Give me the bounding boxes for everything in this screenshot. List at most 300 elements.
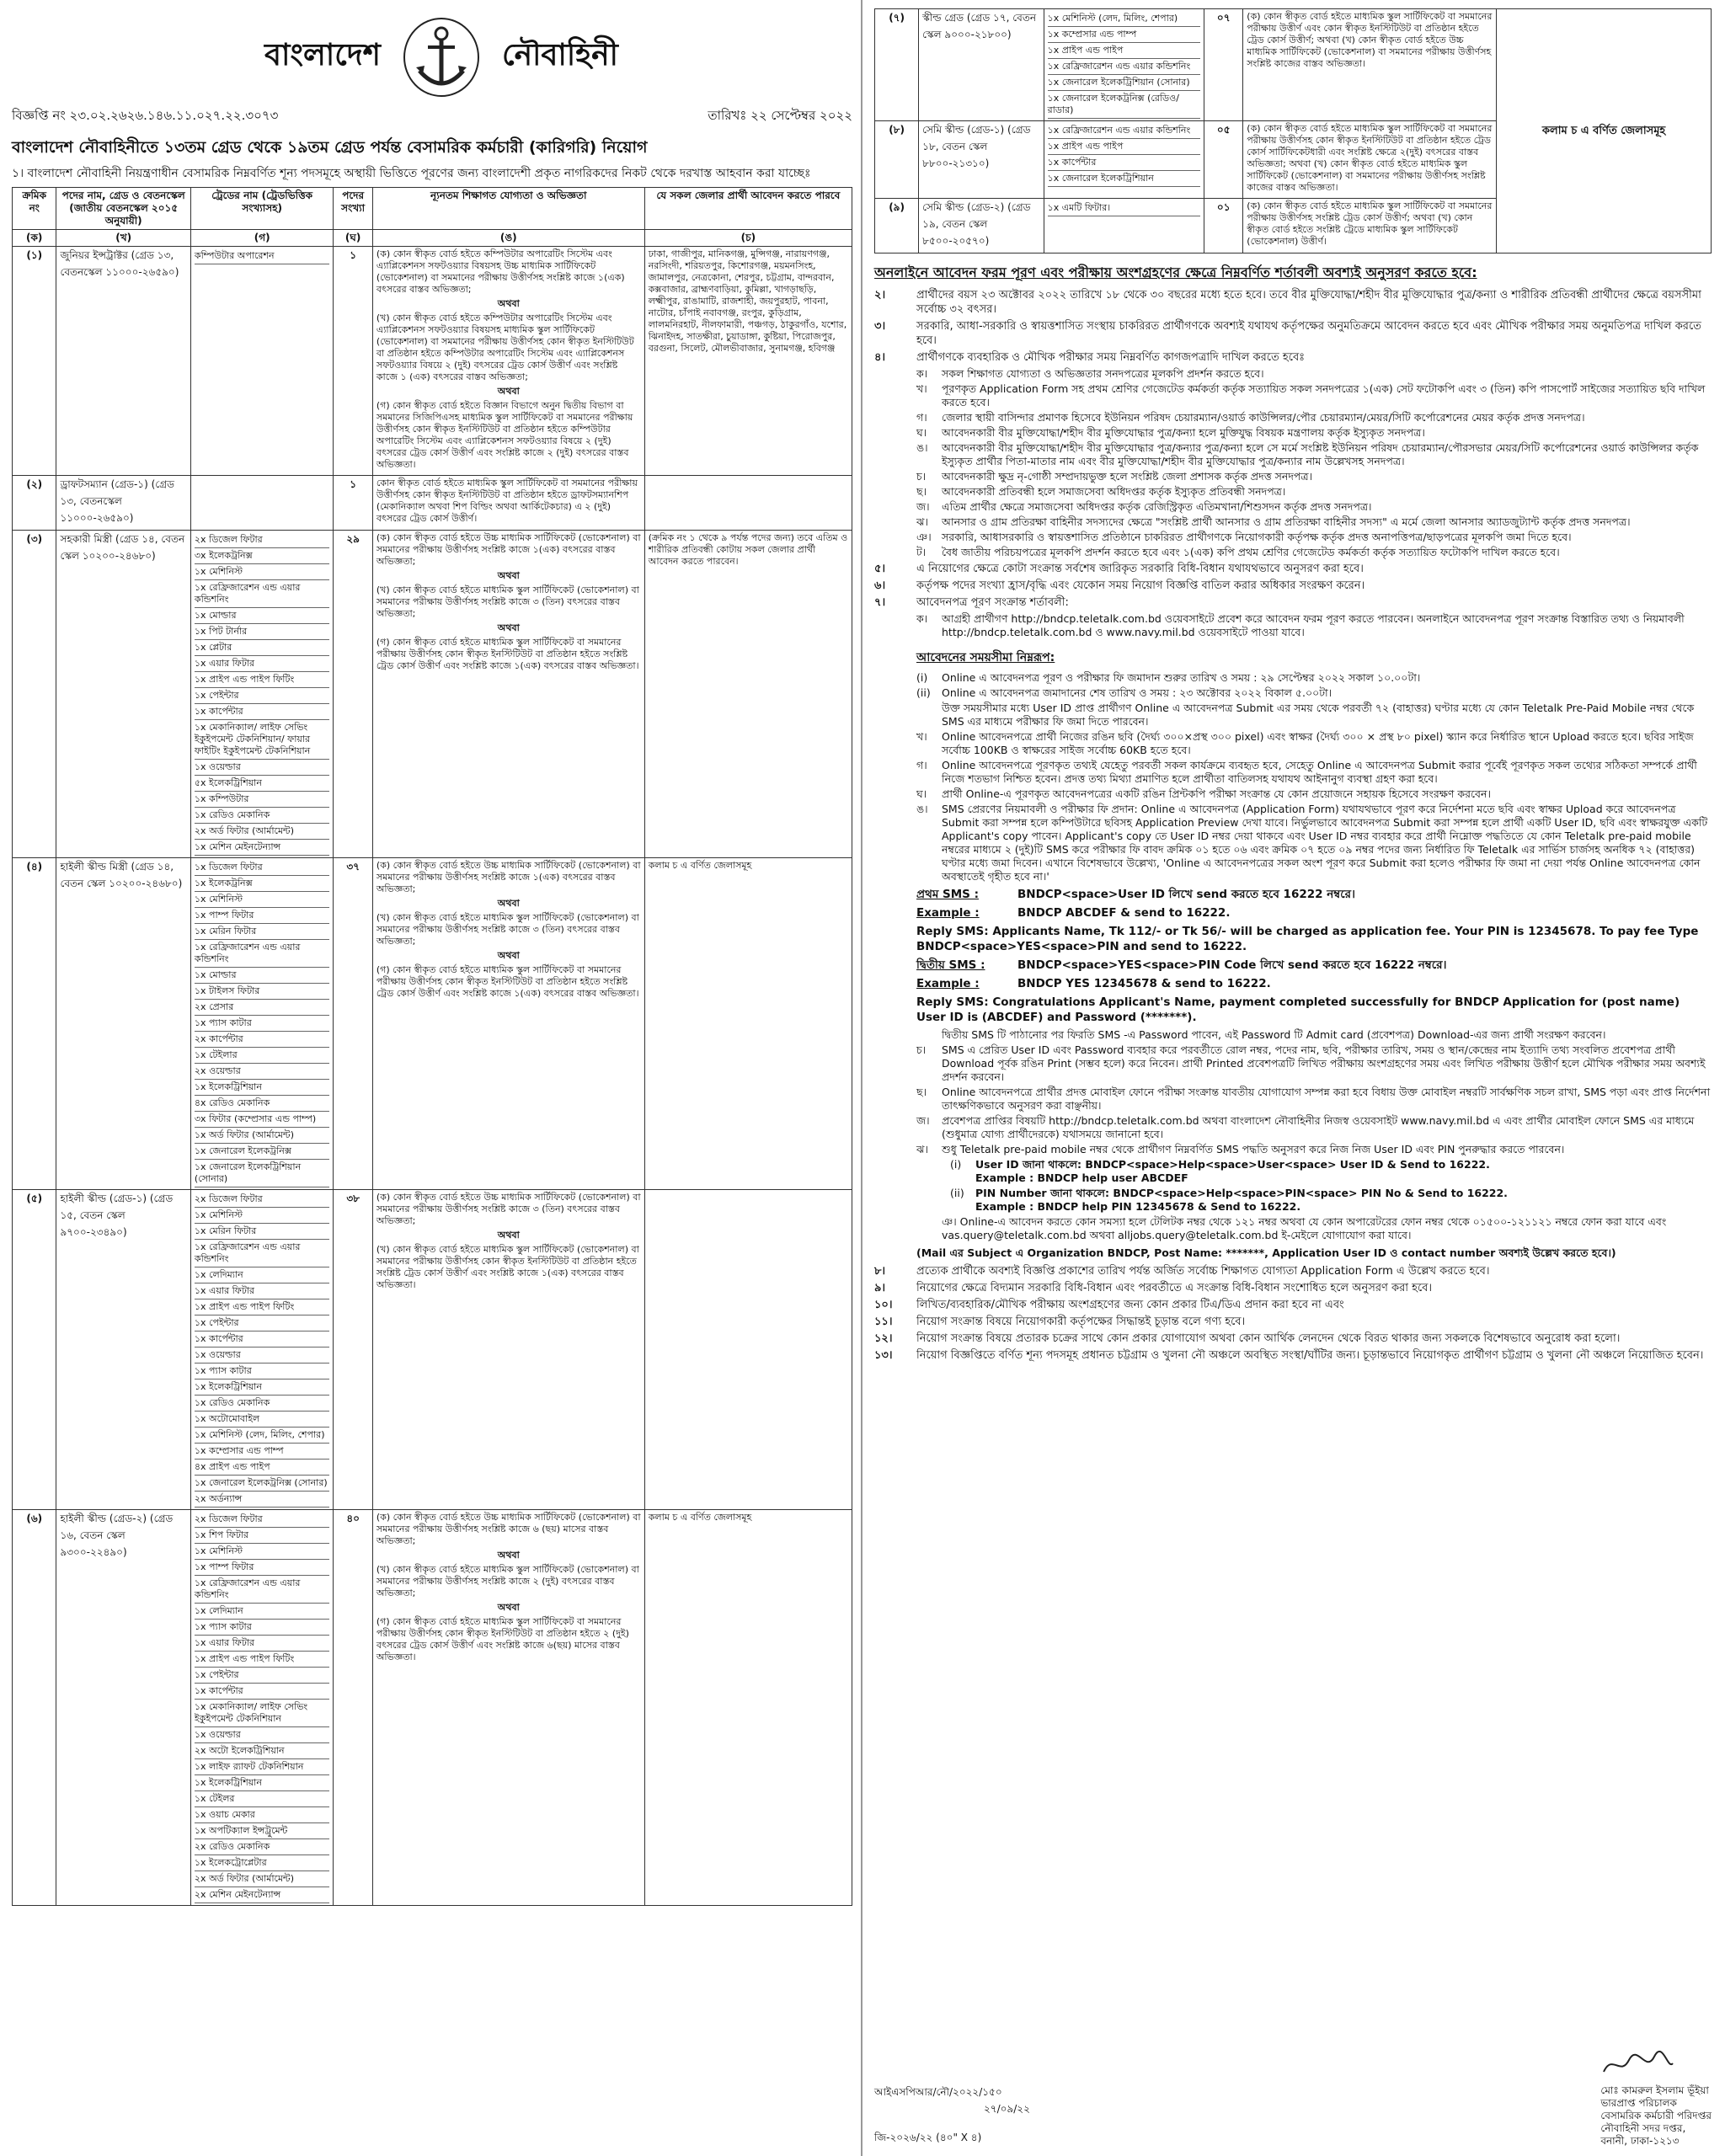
conditions-list (874, 288, 1712, 365)
signature-icon (1600, 2048, 1676, 2082)
trade-item: ৫x ইলেকট্রিশিয়ান (195, 776, 330, 792)
trade-item: ৩x ফিটার (কম্প্রেসার এন্ড পাম্প) (195, 1112, 330, 1128)
condition-item (916, 546, 1712, 559)
sms-label: Example : (916, 977, 980, 990)
recover-body (975, 1158, 1490, 1185)
row-post: সেমি স্কীল্ড (গ্রেড-২) (গ্রেড ১৯, বেতন স্কেল ৮৫০০-২০৫৭০) (919, 199, 1044, 253)
helpline (916, 1215, 1712, 1242)
trade-item: ১x মেরিন ফিটার (195, 1224, 330, 1240)
qualification-line: (গ) কোন স্বীকৃত বোর্ড হইতে বিজ্ঞান বিভাগে অনুন দ্বিতীয় বিভাগ বা সমমানের সিজিপিএসহ মাধ্যমিক স্কুল সার্টিফিকেট বা সমমানের পরীক্ষায় উত্তীর্ণসহ কোন স্বীকৃত ইনস্টিটিউট বা প্রতিষ্ঠান হইতে কম্পিউটার অপারেটিং সিস্টেম এবং এ্যাপ্লিকেশনস সফটওয়্যার বিষয়ে ২ (দুই) বৎসরের ট্রেড কোর্স উত্তীর্ণ এবং সংশ্লিষ্ট কাজে ২ (দুই) বৎসরের বাস্তব অভিজ্ঞতা। (376, 400, 633, 470)
trade-item: ১x অপটিক্যাল ইন্সট্রুমেন্ট (195, 1823, 330, 1839)
trade-item: ১x কার্পেন্টার (195, 704, 330, 720)
row-trades (190, 247, 334, 476)
trade-item: ৩x ইলেকট্রনিক্স (195, 548, 330, 564)
qualification-line: (গ) কোন স্বীকৃত বোর্ড হইতে মাধ্যমিক স্কুল সার্টিফিকেট বা সমমানের পরীক্ষায় উত্তীর্ণসহ কোন স্বীকৃত ইনস্টিটিউট বা প্রতিষ্ঠান হইতে সংশ্লিষ্ট ট্রেড কোর্স উত্তীর্ণ এবং সংশ্লিষ্ট কাজে ১(এক) বৎসরের বাস্তব অভিজ্ঞতা। (376, 964, 639, 999)
condition-number: গ। (916, 411, 927, 424)
condition-number: ছ। (916, 485, 927, 498)
table-header-code: (গ) (190, 230, 334, 247)
apply-list (874, 612, 1712, 639)
sms-label: Example : (916, 906, 980, 920)
signer-block (1600, 2048, 1712, 2148)
condition-item (874, 350, 1712, 365)
trade-item: ১x কম্প্রেসার এন্ড পাম্প (195, 1444, 330, 1460)
row-trades (190, 1190, 334, 1510)
trade-item: ১x জেনারেল ইলেকট্রনিক্স (195, 1144, 330, 1160)
condition-item (916, 759, 1712, 786)
row-district: (ক্রমিক নং ১ থেকে ৯ পর্যন্ত পদের জন্য) তবে এতিম ও শারীরিক প্রতিবন্ধী কোটায় সকল জেলার প্রার্থী আবেদন করতে পারবেন। (644, 531, 852, 858)
table-row (13, 858, 852, 1190)
qualification-line: অথবা (497, 386, 520, 397)
qualification-line: (খ) কোন স্বীকৃত বোর্ড হইতে মাধ্যমিক স্কুল সার্টিফিকেট (ভোকেশনাল) বা সমমানের পরীক্ষায় উত্তীর্ণসহ কোন স্বীকৃত ইনস্টিটিউট বা প্রতিষ্ঠান হইতে সংশ্লিষ্ট ট্রেড কোর্স উত্তীর্ণ এবং সংশ্লিষ্ট কাজে ১(এক) বৎসরের বাস্তব অভিজ্ঞতা। (376, 1244, 639, 1290)
trade-item: ১x এয়ার ফিটার (195, 1636, 330, 1652)
table-header-code: (ঘ) (334, 230, 372, 247)
row-serial: (৪) (13, 858, 56, 1190)
row-count: ০৭ (1204, 9, 1243, 121)
trade-item: ১x ওয়েল্ডার (195, 1348, 330, 1364)
trade-item: ১x রেডিও মেকানিক (195, 1396, 330, 1412)
table-header-code: (চ) (644, 230, 852, 247)
recover-list (874, 1158, 1712, 1214)
condition-number: ১২। (874, 1332, 893, 1345)
apply-list-2 (874, 730, 1712, 883)
recover-text: PIN Number জানা থাকলে: BNDCP<space>Help<space>PIN<space> PIN No & Send to 16222. (975, 1187, 1508, 1199)
condition-item (916, 730, 1712, 757)
condition-text: নিয়োগ সংক্রান্ত বিষয়ে নিয়োগকারী কর্তৃপক্ষের সিদ্ধান্তই চূড়ান্ত বলে গণ্য হবে। (916, 1315, 1246, 1328)
trade-item: ১x লাইফ র‍্যাফট টেকনিশিয়ান (195, 1759, 330, 1775)
trade-item: ১x কম্প্রেসার এন্ড পাম্প (1048, 27, 1201, 43)
time-title: আবেদনের সময়সীমা নিম্নরূপ: (916, 651, 1055, 664)
sms-text: BNDCP<space>User ID লিখে send করতে হবে 16222 নম্বরে। (1017, 888, 1355, 901)
trade-item: কম্পিউটার অপারেশন (195, 248, 330, 264)
trade-item: ১x ইলেকট্রনিক্স (195, 876, 330, 892)
condition-number: চ। (916, 470, 927, 483)
condition-item (916, 1143, 1712, 1156)
trade-item: ১x রেফ্রিজারেশন এন্ড এয়ার কন্ডিশনিং (195, 1240, 330, 1267)
row-post: সহকারী মিস্ত্রী (গ্রেড ১৪, বেতন স্কেল ১০২০০-২৪৬৮০) (56, 531, 190, 858)
condition-item (916, 485, 1712, 499)
trade-item: ১x ওয়েল্ডার (195, 760, 330, 776)
table-header-code: (খ) (56, 230, 190, 247)
condition-item (874, 562, 1712, 576)
trade-item: ৪x প্রাইপ এন্ড পাইপ (195, 1460, 330, 1476)
row-serial: (১) (13, 247, 56, 476)
table-row (13, 1190, 852, 1510)
condition-text: আনসার ও গ্রাম প্রতিরক্ষা বাহিনীর সদস্যদের ক্ষেত্রে "সংশ্লিষ্ট প্রার্থী আনসার ও গ্রাম প্রতিরক্ষা বাহিনীর সদস্য" এ মর্মে জেলা আনসার অ্যাডজুট্যান্ট কর্তৃক প্রদত্ত সনদপত্র। (942, 515, 1631, 528)
signer-line: মোঃ কামরুল ইসলাম ভূঁইয়া (1600, 2084, 1709, 2096)
qualification-line: (ক) কোন স্বীকৃত বোর্ড হইতে উচ্চ মাধ্যমিক সার্টিফিকেট (ভোকেশনাল) বা সমমানের পরীক্ষায় উত্তীর্ণসহ সংশ্লিষ্ট কাজে ৩ (তিন) বৎসরের বাস্তব অভিজ্ঞতা; (376, 1192, 641, 1226)
trade-item: ১x রেফ্রিজারেশন এন্ড এয়ার কন্ডিশনিং (195, 940, 330, 968)
condition-number: ঘ। (916, 426, 927, 439)
reference-line (12, 106, 852, 127)
condition-item (874, 1281, 1712, 1295)
right-column (862, 0, 1725, 2156)
trade-item: ১x ইলেকট্রিশিয়ান (195, 1380, 330, 1396)
trade-item: ১x প্রাইপ এন্ড পাইপ (1048, 139, 1201, 155)
after-sms-text: দ্বিতীয় SMS টি পাঠানোর পর ফিরতি SMS -এ Password পাবেন, এই Password টি Admit card (প্রবেশপত্র) Download-এর জন্য প্রার্থী সংরক্ষণ করবেন। (942, 1028, 1606, 1041)
table-row (13, 247, 852, 476)
qualification-line: (ক) কোন স্বীকৃত বোর্ড হইতে উচ্চ মাধ্যমিক সার্টিফিকেট (ভোকেশনাল) বা সমমানের পরীক্ষায় উত্তীর্ণসহ সংশ্লিষ্ট কাজে ১(এক) বৎসরের বাস্তব অভিজ্ঞতা; (376, 860, 641, 894)
trade-item: ১x মোল্ডার (195, 968, 330, 984)
row-district: কলাম চ এ বর্ণিত জেলাসমূহ (644, 1510, 852, 1906)
row-trades (190, 476, 334, 531)
table-header: ন্যূনতম শিক্ষাগত যোগ্যতা ও অভিজ্ঞতা (372, 188, 644, 230)
condition-text: প্রার্থীদের বয়স ২৩ অক্টোবর ২০২২ তারিখে ১৮ থেকে ৩০ বছরের মধ্যে হতে হবে। তবে বীর মুক্তিযোদ্ধা/শহীদ বীর মুক্তিযোদ্ধার পুত্র/কন্যা ও শারীরিক প্রতিবন্ধী প্রার্থীদের ক্ষেত্রে বয়সসীমা সর্বোচ্চ ৩২ বৎসর। (916, 289, 1701, 316)
signer-line: নৌবাহিনী সদর দপ্তর, (1600, 2122, 1686, 2134)
condition-item (874, 1264, 1712, 1278)
row-count: ১ (334, 247, 372, 476)
qualification-line: অথবা (497, 622, 520, 633)
time-note-text: উক্ত সময়সীমার মধ্যে User ID প্রাপ্ত প্রার্থীগণ Online এ আবেদনপত্র Submit এর সময় থেকে পরবর্তী ৭২ (বাহাত্তর) ঘণ্টার মধ্যে যে কোন Teletalk Pre-Paid Mobile নম্বর থেকে SMS এর মাধ্যমে পরীক্ষার ফি জমা দিতে পারবেন। (942, 702, 1695, 728)
condition-text: সকল শিক্ষাগত যোগ্যতা ও অভিজ্ঞতার সনদপত্রের মূলকপি প্রদর্শন করতে হবে। (942, 367, 1264, 380)
first-sms-block (874, 887, 1712, 921)
vacancy-table-continued-body (875, 9, 1712, 253)
row-district (644, 1190, 852, 1510)
condition-number: ৭। (874, 596, 886, 609)
trade-item: ১x মেকানিক্যাল/ লাইফ সেভিং ইকুইপমেন্ট টেকনিশিয়ান (195, 1700, 330, 1727)
condition-text: সরকারি, আধা-সরকারি ও স্বায়ত্তশাসিত সংস্থায় চাকরিরত প্রার্থীগণকে অবশ্যই যথাযথ কর্তৃপক্ষের অনুমতিক্রমে আবেদন করতে হবে এবং মৌখিক পরীক্ষার সময় অনুমতিপত্র দাখিল করতে হবে। (916, 320, 1701, 347)
qualification-line: অথবা (497, 1230, 520, 1241)
condition-item (916, 441, 1712, 468)
condition-text: আবেদনপত্র পূরণ সংক্রান্ত শর্তাবলী: (916, 596, 1069, 609)
condition-item (874, 579, 1712, 593)
trade-item: ১x ইলেকট্রিশিয়ান (195, 1080, 330, 1096)
row-qualification (372, 531, 644, 858)
signer-line: বনানী, ঢাকা-১২১৩ (1600, 2135, 1680, 2147)
table-row (13, 476, 852, 531)
notice-footer (874, 2048, 1712, 2148)
row-serial: (২) (13, 476, 56, 531)
condition-text: প্রার্থীগণকে ব্যবহারিক ও মৌখিক পরীক্ষার সময় নিম্নবর্ণিত কাগজপত্রাদি দাখিল করতে হবেঃ (916, 351, 1306, 364)
after-sms-note (916, 1028, 1712, 1042)
condition-number: খ। (916, 382, 927, 395)
qualification-line: (খ) কোন স্বীকৃত বোর্ড হইতে মাধ্যমিক স্কুল সার্টিফিকেট (ভোকেশনাল) বা সমমানের পরীক্ষায় উত্তীর্ণসহ সংশ্লিষ্ট কাজে ৩ (তিন) বৎসরের বাস্তব অভিজ্ঞতা; (376, 912, 639, 947)
row-count: ৩৮ (334, 1190, 372, 1510)
trade-item: ২x অটো ইলেকট্রিশিয়ান (195, 1743, 330, 1759)
row-trades (190, 1510, 334, 1906)
row-qualification (372, 858, 644, 1190)
trade-item: ১x রেডিও মেকানিক (195, 808, 330, 824)
conditions-title: অনলাইনে আবেদন ফরম পূরণ এবং পরীক্ষায় অংশগ্রহণের ক্ষেত্রে নিম্নবর্ণিত শর্তাবলী অবশ্যই অনুসরণ করতে হবে: (874, 264, 1477, 280)
condition-item (916, 382, 1712, 409)
trade-item: ২x ডিজেল ফিটার (195, 532, 330, 548)
trade-item: ১x কম্পিউটার (195, 792, 330, 808)
trade-item: ২x ডিজেল ফিটার (195, 1512, 330, 1528)
recover-number: (i) (950, 1158, 962, 1171)
condition-text: নিয়োগের ক্ষেত্রে বিদ্যমান সরকারি বিধি-বিধান এবং পরবর্তীতে এ সংক্রান্ত বিধি-বিধান সংশোধিত হলে অনুসরণ করা হবে। (916, 1282, 1433, 1294)
condition-text: প্রবেশপত্র প্রাপ্তির বিষয়টি http://bndcp.teletalk.com.bd অথবা বাংলাদেশ নৌবাহিনীর নিজস্ব ওয়েবসাইট www.navy.mil.bd এ এবং প্রার্থীর মোবাইল ফোনে SMS এর মাধ্যমে (শুধুমাত্র যোগ্য প্রার্থীদেরকে) যথাসময়ে জানানো হবে। (942, 1114, 1695, 1140)
trade-item: ১x মেশিনিস্ট (195, 892, 330, 908)
org-name-right: নৌবাহিনী (502, 37, 618, 72)
trade-item: ১x প্রাইপ এন্ড পাইপ ফিটিং (195, 1652, 330, 1668)
reply-sms-2: Reply SMS: Congratulations Applicant's Name, payment completed successfully for BNDCP Application for (post name) User ID is (ABCDEF) and Password (*******). (916, 995, 1680, 1024)
recover-body (975, 1187, 1508, 1214)
condition-number: (i) (916, 671, 928, 684)
vacancy-table (12, 187, 852, 1906)
condition-text: SMS এ প্রেরিত User ID এবং Password ব্যবহার করে পরবর্তীতে রোল নম্বর, পদের নাম, ছবি, পরীক্ষার তারিখ, সময় ও স্থান/কেন্দ্রের নাম ইত্যাদি তথ্য সংবলিত প্রবেশপত্র প্রার্থী Download পূর্বক রঙিন Print (সম্ভব হলে) করে নিবেন। প্রার্থী Printed প্রবেশপত্রটি লিখিত পরীক্ষায় অংশগ্রহণের সময় এবং লিখিত পরীক্ষায় উত্তীর্ণ হলে মৌখিক পরীক্ষার সময় অবশ্যই প্রদর্শন করবেন। (942, 1043, 1706, 1083)
trade-item: ১x অর্ড ফিটার (আর্মামেন্ট) (195, 1128, 330, 1144)
condition-number: গ। (916, 759, 927, 771)
condition-item (916, 671, 1712, 685)
qualification-line: অথবা (497, 898, 520, 909)
reply-sms-1: Reply SMS: Applicants Name, Tk 112/- or Tk 56/- will be charged as application fee. Your PIN is 12345678. To pay fee Type BNDCP<space>YES<space>PIN and send to 16222. (916, 925, 1699, 953)
condition-number: ১০। (874, 1299, 893, 1311)
row-serial: (৬) (13, 1510, 56, 1906)
recover-item (950, 1187, 1712, 1214)
qualification-line: (ক) কোন স্বীকৃত বোর্ড হইতে মাধ্যমিক স্কুল সার্টিফিকেট বা সমমানের পরীক্ষায় উত্তীর্ণ এবং কোন স্বীকৃত ইনস্টিটিউট বা প্রতিষ্ঠান হইতে ট্রেড কোর্স উত্তীর্ণ; অথবা (খ) কোন স্বীকৃত বোর্ড হইতে উচ্চ মাধ্যমিক সার্টিফিকেট (ভোকেশনাল) বা সমমানের পরীক্ষায় উত্তীর্ণসহ সংশ্লিষ্ট কাজের বাস্তব অভিজ্ঞতা। (1247, 11, 1493, 69)
condition-number: ঘ। (916, 787, 927, 800)
trade-item: ১x পাম্প ফিটার (195, 1560, 330, 1576)
condition-text: Online আবেদনপত্রে প্রার্থীর প্রদত্ত মোবাইল ফোনে পরীক্ষা সংক্রান্ত যাবতীয় যোগাযোগ সম্পন্ন করা হবে বিধায় উক্ত মোবাইল নম্বরটি সার্বক্ষণিক সচল রাখা, SMS পড়া এবং প্রাপ্ত নির্দেশনা তাৎক্ষণিকভাবে অনুসরণ করা বাঞ্ছনীয়। (942, 1086, 1711, 1112)
signer-line: ভারপ্রাপ্ত পরিচালক (1600, 2097, 1677, 2109)
trade-item: ১x জেনারেল ইলেকট্রিশিয়ান (সোনার) (1048, 75, 1201, 91)
row-post: জুনিয়র ইন্সট্রাক্টর (গ্রেড ১৩, বেতনস্কেল ১১০০০-২৬৫৯০) (56, 247, 190, 476)
helpline-text: ঞ। Online-এ আবেদন করতে কোন সমস্যা হলে টেলিটক নম্বর থেকে ১২১ নম্বর অথবা যে কোন অপারেটরের ফোন নম্বর থেকে ০১৫০০-১২১১২১ নম্বরে ফোন করা যাবে এবং vas.query@teletalk.com.bd অথবা alljobs.query@teletalk.com.bd ই-মেইলে যোগাযোগ করা যাবে। (942, 1215, 1667, 1241)
condition-number: ২। (874, 289, 886, 302)
qualification-line: অথবা (497, 1602, 520, 1613)
qualification-line: (ক) কোন স্বীকৃত বোর্ড হইতে উচ্চ মাধ্যমিক সার্টিফিকেট (ভোকেশনাল) বা সমমানের পরীক্ষায় উত্তীর্ণসহ সংশ্লিষ্ট কাজে ১(এক) বৎসরের বাস্তব অভিজ্ঞতা; (376, 532, 641, 567)
condition-item (916, 803, 1712, 883)
qualification-line: অথবা (497, 950, 520, 961)
condition-text: জেলার স্থায়ী বাসিন্দার প্রমাণক হিসেবে ইউনিয়ন পরিষদ চেয়ারম্যান/ওয়ার্ড কাউন্সিলর/পৌর চেয়ারম্যান/মেয়র/সিটি কর্পোরেশনের মেয়র কর্তৃক প্রদত্ত সনদপত্র। (942, 411, 1585, 424)
trade-item: ১x লেদিম্যান (195, 1267, 330, 1283)
condition-number: ৯। (874, 1282, 886, 1294)
trade-item: ১x ওয়াচ মেকার (195, 1807, 330, 1823)
trade-item: ১x টেইলর (195, 1791, 330, 1807)
row-post: সেমি স্কীল্ড (গ্রেড-১) (গ্রেড ১৮, বেতন স্কেল ৮৮০০-২১৩১০) (919, 121, 1044, 199)
condition-number: ঙ। (916, 441, 928, 454)
reference-number: বিজ্ঞপ্তি নং ২৩.০২.২৬২৬.১৪৬.১১.০২৭.২২.৩০৭৩ (12, 108, 279, 123)
trade-item: ১x মেশিনিস্ট (195, 1544, 330, 1560)
trade-item: ১x পেইন্টার (195, 1315, 330, 1331)
row-trades (1044, 9, 1204, 121)
trade-item: ১x মেশিনিস্ট (195, 1208, 330, 1224)
qualification-line: (ক) কোন স্বীকৃত বোর্ড হইতে উচ্চ মাধ্যমিক সার্টিফিকেট (ভোকেশনাল) বা সমমানের পরীক্ষায় উত্তীর্ণসহ সংশ্লিষ্ট কাজে ৬ (ছয়) মাসের বাস্তব অভিজ্ঞতা; (376, 1512, 641, 1546)
condition-number: ট। (916, 546, 927, 558)
condition-text: SMS প্রেরণের নিয়মাবলী ও পরীক্ষার ফি প্রদান: Online এ আবেদনপত্র (Application Form) যথাযথভাবে পূরণ করে নির্দেশনা মতে ছবি এবং স্বাক্ষর Upload করে আবেদনপত্র Submit করা সম্পন্ন হলে কম্পিউটারে ছবিসহ Application Preview দেখা যাবে। নির্ভুলভাবে আবেদনপত্র Submit করা সম্পন্ন হলে প্রার্থী একটি User ID, ছবি এবং স্বাক্ষরযুক্ত একটি Applicant's copy পাবেন। Applicant's copy তে User ID নম্বর দেয়া থাকবে এবং User ID নম্বর ব্যবহার করে প্রার্থী নিম্নোক্ত পদ্ধতিতে যে কোন Teletalk pre-paid mobile নম্বরের মাধ্যমে ২ (দুই)টি SMS করে পরীক্ষার ফি বাবদ ক্রমিক ০১ হতে ০৬ এবং ক্রমিক ০৭ হতে ০৯ নম্বর পদের জন্য নির্ধারিত ফি Teletalk এর সার্ভিস চার্জসহ অনধিক ৭২ (বাহাত্তর) ঘণ্টার মধ্যে জমা দিবেন। এখানে বিশেষভাবে উল্লেখ্য, 'Online এ আবেদনপত্রের সকল অংশ পূরণ করে Submit করা হলেও পরীক্ষার ফি জমা না দেয়া পর্যন্ত Online আবেদনপত্র কোন অবস্থাতেই গৃহীত হবে না।' (942, 803, 1708, 883)
row-count: ০৫ (1204, 121, 1243, 199)
trade-item: ১x কার্পেন্টার (195, 1684, 330, 1700)
trade-item: ২x প্রেসার (195, 1000, 330, 1016)
condition-text: আগ্রহী প্রার্থীগণ http://bndcp.teletalk.com.bd ওয়েবসাইটে প্রবেশ করে আবেদন ফরম পূরণ করতে পারবেন। অনলাইনে আবেদনপত্র পূরণ সংক্রান্ত বিস্তারিত তথ্য ও নিয়মাবলী http://bndcp.teletalk.com.bd ও www.navy.mil.bd ওয়েবসাইটে পাওয়া যাবে। (942, 612, 1685, 638)
condition-number: ৪। (874, 351, 886, 364)
row-qualification (1243, 199, 1497, 253)
condition-item (916, 531, 1712, 544)
recover-item (950, 1158, 1712, 1185)
trade-item: ১x পিট টার্নার (195, 624, 330, 640)
trade-item: ২x মেশিন মেইনটেন্যান্স (195, 1887, 330, 1903)
trade-item: ১x রেফ্রিজারেশন এন্ড এয়ার কন্ডিশনিং (195, 1576, 330, 1604)
trade-item: ১x ইলেকট্রিশিয়ান (195, 1775, 330, 1791)
qualification-line: (খ) কোন স্বীকৃত বোর্ড হইতে কম্পিউটার অপারেটিং সিস্টেম এবং এ্যাপ্লিকেশনস সফটওয়্যার বিষয়সহ মাধ্যমিক স্কুল সার্টিফিকেট (ভোকেশনাল) বা সমমানের পরীক্ষায় উত্তীর্ণসহ কোন স্বীকৃত ইনস্টিটিউট বা প্রতিষ্ঠান হইতে কম্পিউটার অপারেটিং সিস্টেম এবং এ্যাপ্লিকেশনস সফটওয়্যার বিষয়ে ২ (দুই) বৎসরের ট্রেড কোর্স উত্তীর্ণ এবং সংশ্লিষ্ট কাজে ১ (এক) বৎসরের বাস্তব অভিজ্ঞতা; (376, 312, 634, 382)
condition-item (916, 515, 1712, 529)
trade-item: ১x প্রাইপ এন্ড পাইপ (1048, 43, 1201, 59)
sms-line (916, 887, 1712, 902)
condition-item (916, 1086, 1712, 1113)
trade-item: ১x এয়ার ফিটার (195, 1283, 330, 1299)
condition-text: Online আবেদনপত্রে পূরণকৃত তথ্যই যেহেতু পরবর্তী সকল কার্যক্রমে ব্যবহৃত হবে, সেহেতু Online এ আবেদনপত্র Submit করার পূর্বেই পূরণকৃত সকল তথ্যের সঠিকতা সম্পর্কে প্রার্থী নিজে শতভাগ নিশ্চিত হবেন। প্রদত্ত তথ্য মিথ্যা প্রমাণিত হলে প্রার্থীতা বাতিলসহ যথাযথ আইনানুগ ব্যবস্থা গ্রহণ করা হবে। (942, 759, 1697, 785)
tail-list (874, 1264, 1712, 1363)
condition-number: ঝ। (916, 1143, 928, 1155)
condition-number: ছ। (916, 1086, 927, 1098)
condition-text: কর্তৃপক্ষ পদের সংখ্যা হ্রাস/বৃদ্ধি এবং যেকোন সময় নিয়োগ বিজ্ঞপ্তি বাতিল করার অধিকার সংরক্ষণ করেন। (916, 579, 1365, 592)
qualification-line: অথবা (497, 570, 520, 581)
gd-ref: জি-২০২৬/২২ (৪০" X ৪) (874, 2132, 982, 2143)
mail-note: (Mail এর Subject এ Organization BNDCP, Post Name: *******, Application User ID ও contact number অবশ্যই উল্লেখ করতে হবে।) (916, 1246, 1616, 1259)
sms-line (916, 958, 1712, 973)
trade-item: ১x কার্পেন্টার (1048, 155, 1201, 171)
row-qualification (372, 476, 644, 531)
condition-item (874, 595, 1712, 610)
row-qualification (372, 1510, 644, 1906)
condition-number: ক। (916, 367, 928, 380)
signer-line: বেসামরিক কর্মচারী পরিদপ্তর (1600, 2110, 1712, 2121)
trade-item: ১x এয়ার ফিটার (195, 656, 330, 672)
condition-number: জ। (916, 500, 930, 513)
condition-item (916, 367, 1712, 381)
condition-number: ঝ। (916, 515, 928, 528)
navy-anchor-logo-icon (401, 15, 482, 99)
condition-item (916, 470, 1712, 483)
qualification-line: (গ) কোন স্বীকৃত বোর্ড হইতে মাধ্যমিক স্কুল সার্টিফিকেট বা সমমানের পরীক্ষায় উত্তীর্ণসহ কোন স্বীকৃত ইনস্টিটিউট বা প্রতিষ্ঠান হইতে ২ (দুই) বৎসরের ট্রেড কোর্স উত্তীর্ণ এবং সংশ্লিষ্ট কাজে ৬(ছয়) মাসের বাস্তব অভিজ্ঞতা। (376, 1616, 629, 1662)
trade-item: ১x মেকানিক্যাল/ লাইফ সেভিং ইকুইপমেন্ট টেকনিশিয়ান/ ফায়ার ফাইটিং ইকুইপমেন্ট টেকনিশিয়ান (195, 720, 330, 760)
notice-title: বাংলাদেশ নৌবাহিনীতে ১৩তম গ্রেড থেকে ১৯তম গ্রেড পর্যন্ত বেসামরিক কর্মচারী (কারিগরি) নিয়োগ (12, 138, 648, 157)
condition-number: জ। (916, 1114, 930, 1127)
condition-text: লিখিত/ব্যবহারিক/মৌখিক পরীক্ষায় অংশগ্রহণের জন্য কোন প্রকার টিএ/ডিএ প্রদান করা হবে না এবং (916, 1299, 1344, 1311)
condition-item (916, 426, 1712, 440)
table-header-code: (ঙ) (372, 230, 644, 247)
sms-text: BNDCP YES 12345678 & send to 16222. (1017, 977, 1271, 990)
time-note (916, 702, 1712, 728)
recover-number: (ii) (950, 1187, 964, 1199)
condition-number: ১১। (874, 1315, 893, 1328)
time-list (874, 671, 1712, 700)
sms-label: প্রথম SMS : (916, 888, 979, 901)
trade-item: ২x কার্পেন্টার (195, 1032, 330, 1048)
trade-item: ১x পেইন্টার (195, 1668, 330, 1684)
condition-number: ৬। (874, 579, 886, 592)
condition-text: নিয়োগ সংক্রান্ত বিষয়ে প্রতারক চক্রের সাথে কোন প্রকার যোগাযোগ অথবা কোন আর্থিক লেনদেন থেকে বিরত থাকার জন্য সকলকে বিশেষভাবে অনুরোধ করা হলো। (916, 1332, 1621, 1345)
trade-item: ১x মেশিনিস্ট (লেদ, মিলিং, শেপার) (1048, 11, 1201, 27)
vacancy-table-continued (874, 8, 1712, 253)
condition-item (874, 1331, 1712, 1346)
condition-number: খ। (916, 730, 927, 743)
row-trades (1044, 121, 1204, 199)
qualification-line: (ক) কোন স্বীকৃত বোর্ড হইতে কম্পিউটার অপারেটিং সিস্টেম এবং এ্যাপ্লিকেশনস সফটওয়্যার বিষয়সহ উচ্চ মাধ্যমিক সার্টিফিকেট (ভোকেশনাল) বা সমমানের পরীক্ষায় উত্তীর্ণসহ সংশ্লিষ্ট কাজে ১(এক) বৎসরের বাস্তব অভিজ্ঞতা; (376, 248, 625, 295)
qualification-line: (ক) কোন স্বীকৃত বোর্ড হইতে মাধ্যমিক স্কুল সার্টিফিকেট বা সমমানের পরীক্ষায় উত্তীর্ণসহ কোন স্বীকৃত ইনস্টিটিউট বা প্রতিষ্ঠান হইতে ট্রেড কোর্স সার্টিফিকেটধারী এবং সংশ্লিষ্ট ক্ষেত্রে ২(দুই) বৎসরের বাস্তব অভিজ্ঞতা; অথবা (খ) কোন স্বীকৃত বোর্ড হইতে মাধ্যমিক স্কুল সার্টিফিকেট (ভোকেশনাল) বা সমমানের পরীক্ষায় উত্তীর্ণসহ সংশ্লিষ্ট কাজের বাস্তব অভিজ্ঞতা। (1247, 123, 1493, 193)
row-serial: (৫) (13, 1190, 56, 1510)
table-row (13, 531, 852, 858)
condition-number: ক। (916, 612, 928, 625)
more-list (874, 1043, 1712, 1156)
org-name-left: বাংলাদেশ (264, 37, 381, 72)
row-serial: (৯) (875, 199, 919, 253)
condition-number: ৩। (874, 320, 886, 333)
table-header: ক্রমিক নং (13, 188, 56, 230)
condition-text: আবেদনকারী বীর মুক্তিযোদ্ধা/শহীদ বীর মুক্তিযোদ্ধার পুত্র/কন্যা হলে মুক্তিযুদ্ধ বিষয়ক মন্ত্রণালয় কর্তৃক ইস্যুকৃত সনদপত্র। (942, 426, 1425, 439)
qualification-line: (খ) কোন স্বীকৃত বোর্ড হইতে মাধ্যমিক স্কুল সার্টিফিকেট (ভোকেশনাল) বা সমমানের পরীক্ষায় উত্তীর্ণসহ সংশ্লিষ্ট কাজে ২ (দুই) বৎসরের বাস্তব অভিজ্ঞতা; (376, 1564, 639, 1598)
sms-line (916, 905, 1712, 921)
trade-item: ১x প্রাইপ এন্ড পাইপ ফিটিং (195, 1299, 330, 1315)
trade-item: ২x রেডিও মেকানিক (195, 1839, 330, 1855)
qualification-line: (খ) কোন স্বীকৃত বোর্ড হইতে মাধ্যমিক স্কুল সার্টিফিকেট (ভোকেশনাল) বা সমমানের পরীক্ষায় উত্তীর্ণসহ সংশ্লিষ্ট কাজে ৩ (তিন) বৎসরের বাস্তব অভিজ্ঞতা; (376, 584, 639, 619)
row-trades (190, 531, 334, 858)
sms-line (916, 976, 1712, 991)
trade-item: ১x শিপ ফিটার (195, 1528, 330, 1544)
condition-number: ১৩। (874, 1349, 893, 1362)
qualification-line: অথবা (497, 298, 520, 309)
trade-item: ১x ইলেকট্রোপ্লেটার (195, 1855, 330, 1871)
trade-item: ১x মেশিনিস্ট (লেদ, মিলিং, শেপার) (195, 1428, 330, 1444)
row-trades (1044, 199, 1204, 253)
row-district: ঢাকা, গাজীপুর, মানিকগঞ্জ, মুন্সিগঞ্জ, নারায়ণগঞ্জ, নরসিংদী, শরিয়তপুর, কিশোরগঞ্জ, ময়মনসিংহ, জামালপুর, নেত্রকোনা, শেরপুর, চট্টগ্রাম, বান্দরবান, কক্সবাজার, ব্রাহ্মণবাড়িয়া, কুমিল্লা, খাগড়াছড়ি, লক্ষ্মীপুর, রাঙামাটি, রাজশাহী, জয়পুরহাট, পাবনা, নাটোর, চাঁপাই নবাবগঞ্জ, রংপুর, কুড়িগ্রাম, লালমনিরহাট, নীলফামারী, পঞ্চগড়, ঠাকুরগাঁও, যশোর, ঝিনাইদহ, সাতক্ষীরা, চুয়াডাঙ্গা, কুষ্টিয়া, পিরোজপুর, বরগুনা, সিলেট, মৌলভীবাজার, সুনামগঞ্জ, হবিগঞ্জ (644, 247, 852, 476)
condition-text: Online এ আবেদনপত্র জমাদানের শেষ তারিখ ও সময় : ২৩ অক্টোবর ২০২২ বিকাল ৫.০০টা। (942, 686, 1332, 699)
trade-item: ১x কার্পেন্টার (195, 1331, 330, 1348)
trade-item: ২x অর্ড ফিটার (আর্মামেন্ট) (195, 824, 330, 840)
table-header: ট্রেডের নাম (ট্রেডভিত্তিক সংখ্যাসহ) (190, 188, 334, 230)
row-serial: (৩) (13, 531, 56, 858)
row-count: ০১ (1204, 199, 1243, 253)
condition-item (916, 1114, 1712, 1141)
row-serial: (৭) (875, 9, 919, 121)
condition-text: বৈধ জাতীয় পরিচয়পত্রের মূলকপি প্রদর্শন করতে হবে এবং ১(এক) কপি প্রথম শ্রেণির গেজেটেড কর্মকর্তা কর্তৃক সত্যায়িত ফটোকপি দাখিল করতে হবে। (942, 546, 1560, 558)
trade-item: ১x জেনারেল ইলেকট্রিশিয়ান (1048, 171, 1201, 187)
condition-text: প্রার্থী Online-এ পূরণকৃত আবেদনপত্রের একটি রঙিন প্রিন্টকপি পরীক্ষা সংক্রান্ত যে কোন প্রয়োজনে সহায়ক হিসেবে সংরক্ষণ করবেন। (942, 787, 1491, 800)
trade-item: ১x জেনারেল ইলেকট্রনিক্স (রেডিও/রাডার) (1048, 91, 1201, 119)
trade-item: ১x টাইলস ফিটার (195, 984, 330, 1000)
condition-number: ঙ। (916, 803, 928, 815)
signer-lines (1600, 2084, 1712, 2148)
row-count: ১ (334, 476, 372, 531)
row-post: হাইলী স্কীল্ড (গ্রেড-২) (গ্রেড ১৬, বেতন স্কেল ৯৩০০-২২৪৯০) (56, 1510, 190, 1906)
condition-item (916, 500, 1712, 514)
condition-item (874, 1315, 1712, 1329)
trade-item: ১x মেশিন মেইনটেন্যান্স (195, 840, 330, 856)
trade-item: ১x ওয়েল্ডার (195, 1727, 330, 1743)
row-count: ৪০ (334, 1510, 372, 1906)
trade-item: ১x পেইন্টার (195, 688, 330, 704)
trade-item: ১x মেশিনিস্ট (195, 564, 330, 580)
row-qualification (372, 1190, 644, 1510)
trade-item: ১x রেফ্রিজারেশন এন্ড এয়ার কন্ডিশনিং (195, 580, 330, 608)
left-column (0, 0, 862, 2156)
table-row (875, 9, 1712, 121)
row-post: স্কীল্ড গ্রেড (গ্রেড ১৭, বেতন স্কেল ৯০০০-২১৮০০) (919, 9, 1044, 121)
table-header-code: (ক) (13, 230, 56, 247)
condition-item (916, 1043, 1712, 1084)
trade-item: ১x প্যাস কাটার (195, 1364, 330, 1380)
recover-example: Example : BNDCP help user ABCDEF (975, 1171, 1188, 1184)
row-count: ৩৭ (334, 858, 372, 1190)
sms-text: BNDCP ABCDEF & send to 16222. (1017, 906, 1231, 920)
condition-number: ৮। (874, 1265, 886, 1278)
condition-item (916, 787, 1712, 801)
row-post: হাইলী স্কীল্ড (গ্রেড-১) (গ্রেড ১৫, বেতন স্কেল ৯৭০০-২৩৪৯০) (56, 1190, 190, 1510)
trade-item: ১x এমটি ফিটার। (1048, 200, 1201, 216)
row-district: কলাম চ এ বর্ণিত জেলাসমূহ (1497, 9, 1712, 253)
condition-number: ঞ। (916, 531, 932, 543)
trade-item: ১x রেফ্রিজারেশন এন্ড এয়ার কন্ডিশনিং (1048, 59, 1201, 75)
table-header: পদের সংখ্যা (334, 188, 372, 230)
conditions-list-2 (874, 562, 1712, 610)
row-qualification (1243, 9, 1497, 121)
table-header-row (13, 188, 852, 230)
row-district: কলাম চ এ বর্ণিত জেলাসমূহ (644, 858, 852, 1190)
trade-item: ১x প্যাস কাটার (195, 1016, 330, 1032)
trade-item: ১x প্যাস কাটার (195, 1620, 330, 1636)
qualification-line: (গ) কোন স্বীকৃত বোর্ড হইতে মাধ্যমিক স্কুল সার্টিফিকেট বা সমমানের পরীক্ষায় উত্তীর্ণসহ কোন স্বীকৃত ইনস্টিটিউট বা প্রতিষ্ঠান হইতে সংশ্লিষ্ট ট্রেড কোর্স উত্তীর্ণ এবং সংশ্লিষ্ট কাজে ১(এক) বৎসরের বাস্তব অভিজ্ঞতা। (376, 637, 639, 671)
condition-text: Online এ আবেদনপত্র পূরণ ও পরীক্ষার ফি জমাদান শুরুর তারিখ ও সময় : ২৯ সেপ্টেম্বর ২০২২ সকাল ১০.০০টা। (942, 671, 1421, 684)
trade-item: ১x জেনারেল ইলেকট্রনিক্স (সোনার) (195, 1476, 330, 1492)
